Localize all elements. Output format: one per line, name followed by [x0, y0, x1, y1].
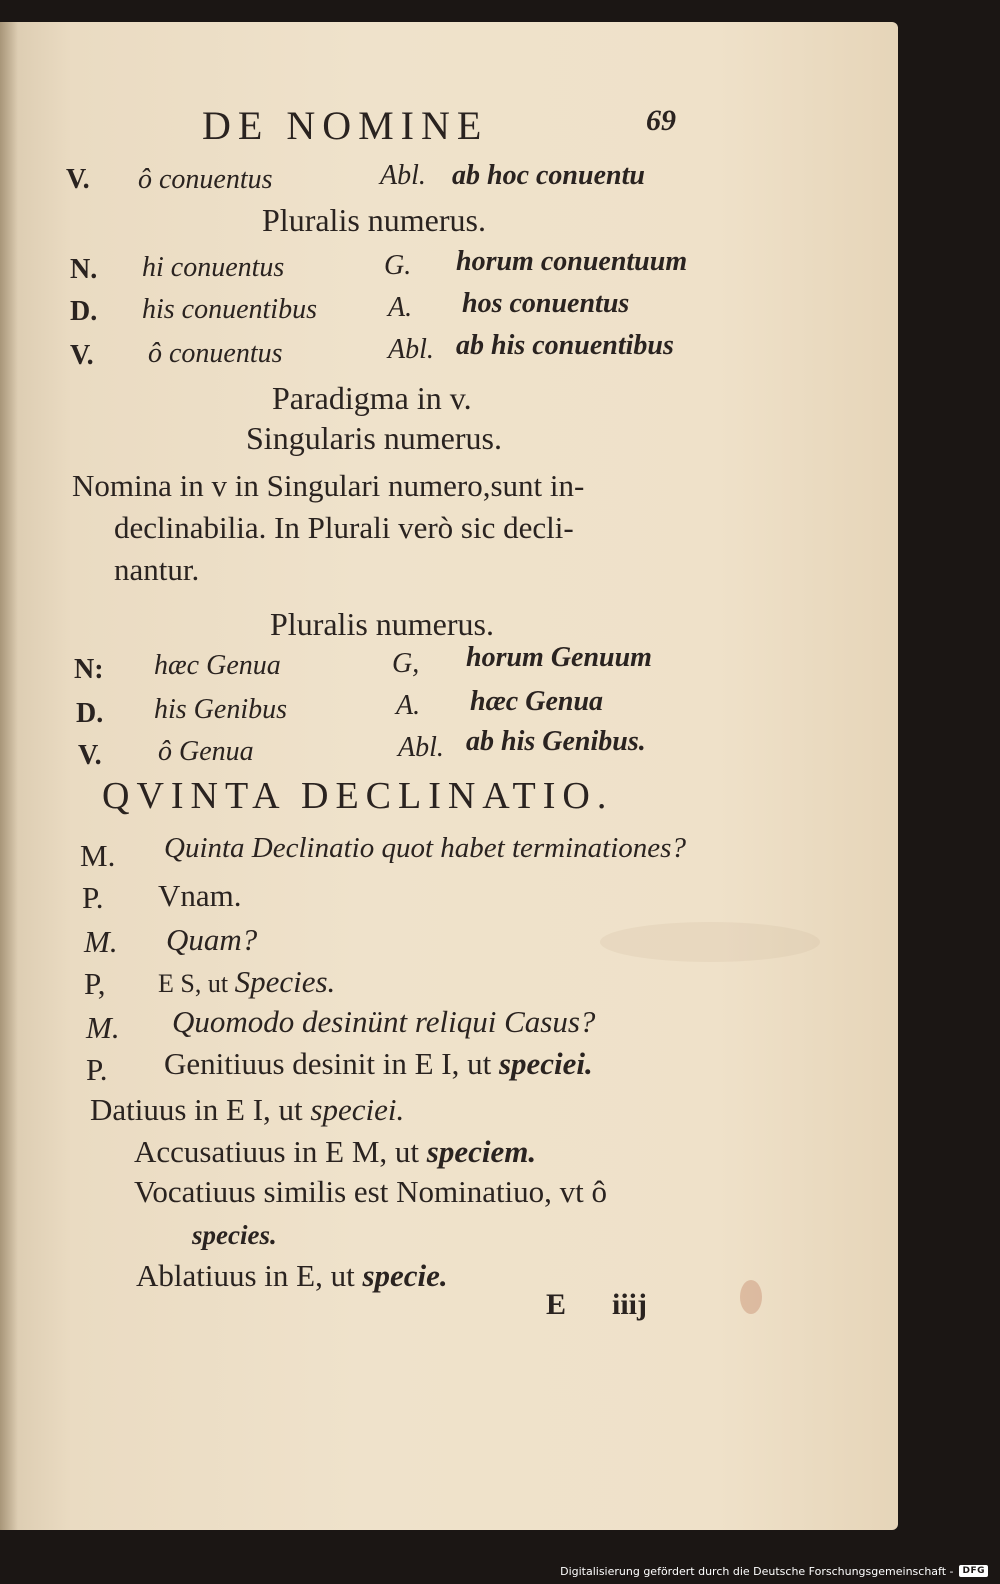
case-form: hos conuentus	[462, 288, 630, 319]
rule-line	[134, 1174, 607, 1210]
case-form: horum Genuum	[466, 642, 652, 673]
case-form: ab his conuentibus	[456, 330, 674, 361]
dialogue-example: speciei.	[498, 1046, 593, 1081]
digitization-credit	[560, 1560, 988, 1582]
paragraph-line: nantur.	[114, 552, 200, 587]
case-label: V.	[70, 340, 94, 371]
dfg-logo: DFG	[959, 1565, 988, 1577]
paper-stain	[740, 1280, 762, 1314]
rule-text: Ablatiuus in E, ut	[136, 1258, 363, 1293]
rule-text: Accusatiuus in E M, ut	[134, 1134, 427, 1169]
running-title: DE NOMINE	[202, 103, 489, 148]
dialogue-text: E S, ut	[158, 969, 235, 998]
case-label: V.	[78, 740, 102, 771]
case-form: hi conuentus	[142, 252, 285, 283]
speaker-label: M.	[84, 924, 118, 959]
section-heading: Pluralis numerus.	[270, 606, 494, 642]
rule-example: species.	[192, 1220, 277, 1250]
book-page	[0, 22, 898, 1530]
case-form: hæc Genua	[470, 686, 604, 717]
case-form: his conuentibus	[142, 294, 317, 325]
paragraph-line: declinabilia. In Plurali verò sic decli-	[114, 510, 574, 545]
case-label: A.	[396, 690, 421, 721]
case-label: N:	[74, 654, 104, 685]
section-heading: Pluralis numerus.	[262, 202, 486, 238]
rule-text: Vocatiuus similis est Nominatiuo, vt ô	[134, 1174, 608, 1209]
chapter-title: QVINTA DECLINATIO.	[102, 775, 614, 817]
case-label: Abl.	[388, 334, 434, 365]
speaker-label: P.	[82, 880, 104, 915]
rule-example: specie.	[362, 1258, 448, 1293]
case-form: ab hoc conuentu	[452, 160, 645, 191]
dialogue-line	[158, 964, 335, 1000]
credit-text: Digitalisierung gefördert durch die Deutsche Forschungsgemeinschaft -	[560, 1564, 954, 1578]
signature-letter: E	[546, 1288, 567, 1321]
case-label: V.	[66, 164, 90, 195]
case-form: horum conuentuum	[456, 246, 688, 277]
dialogue-line: Quam?	[166, 922, 258, 957]
case-label: G,	[392, 648, 420, 679]
case-form: ô conuentus	[148, 338, 283, 369]
page-number: 69	[646, 104, 676, 137]
dialogue-text: Genitiuus desinit in E I, ut	[164, 1046, 499, 1081]
rule-line	[136, 1258, 448, 1294]
case-form: ab his Genibus.	[466, 726, 646, 757]
dialogue-example: Species.	[234, 964, 336, 999]
rule-line	[192, 1216, 277, 1252]
case-label: G.	[384, 250, 412, 281]
rule-example: speciem.	[426, 1134, 537, 1169]
signature-numeral: iiij	[612, 1288, 647, 1321]
case-form: hæc Genua	[154, 650, 281, 681]
case-label: D.	[76, 698, 104, 729]
case-form: his Genibus	[154, 694, 287, 725]
case-label: N.	[70, 254, 98, 285]
case-label: A.	[388, 292, 413, 323]
speaker-label: P,	[84, 966, 106, 1001]
case-label: Abl.	[380, 160, 426, 191]
rule-line	[90, 1092, 404, 1128]
speaker-label: P.	[86, 1052, 108, 1087]
case-label: Abl.	[398, 732, 444, 763]
dialogue-line: Quinta Declinatio quot habet terminationes?	[164, 832, 686, 864]
dialogue-line: Vnam.	[158, 878, 242, 913]
paper-stain	[600, 922, 820, 962]
rule-text: Datiuus in E I, ut	[90, 1092, 311, 1127]
case-form: ô Genua	[158, 736, 254, 767]
rule-line	[134, 1134, 536, 1170]
case-label: D.	[70, 296, 98, 327]
section-heading: Paradigma in v.	[272, 380, 472, 416]
section-heading: Singularis numerus.	[246, 420, 502, 456]
dialogue-line: Quomodo desinünt reliqui Casus?	[172, 1004, 596, 1039]
dialogue-line	[164, 1046, 593, 1082]
case-form: ô conuentus	[138, 164, 273, 195]
speaker-label: M.	[80, 838, 116, 873]
speaker-label: M.	[86, 1010, 120, 1045]
rule-example: speciei.	[310, 1092, 405, 1127]
paragraph-line: Nomina in v in Singulari numero,sunt in-	[72, 468, 585, 503]
